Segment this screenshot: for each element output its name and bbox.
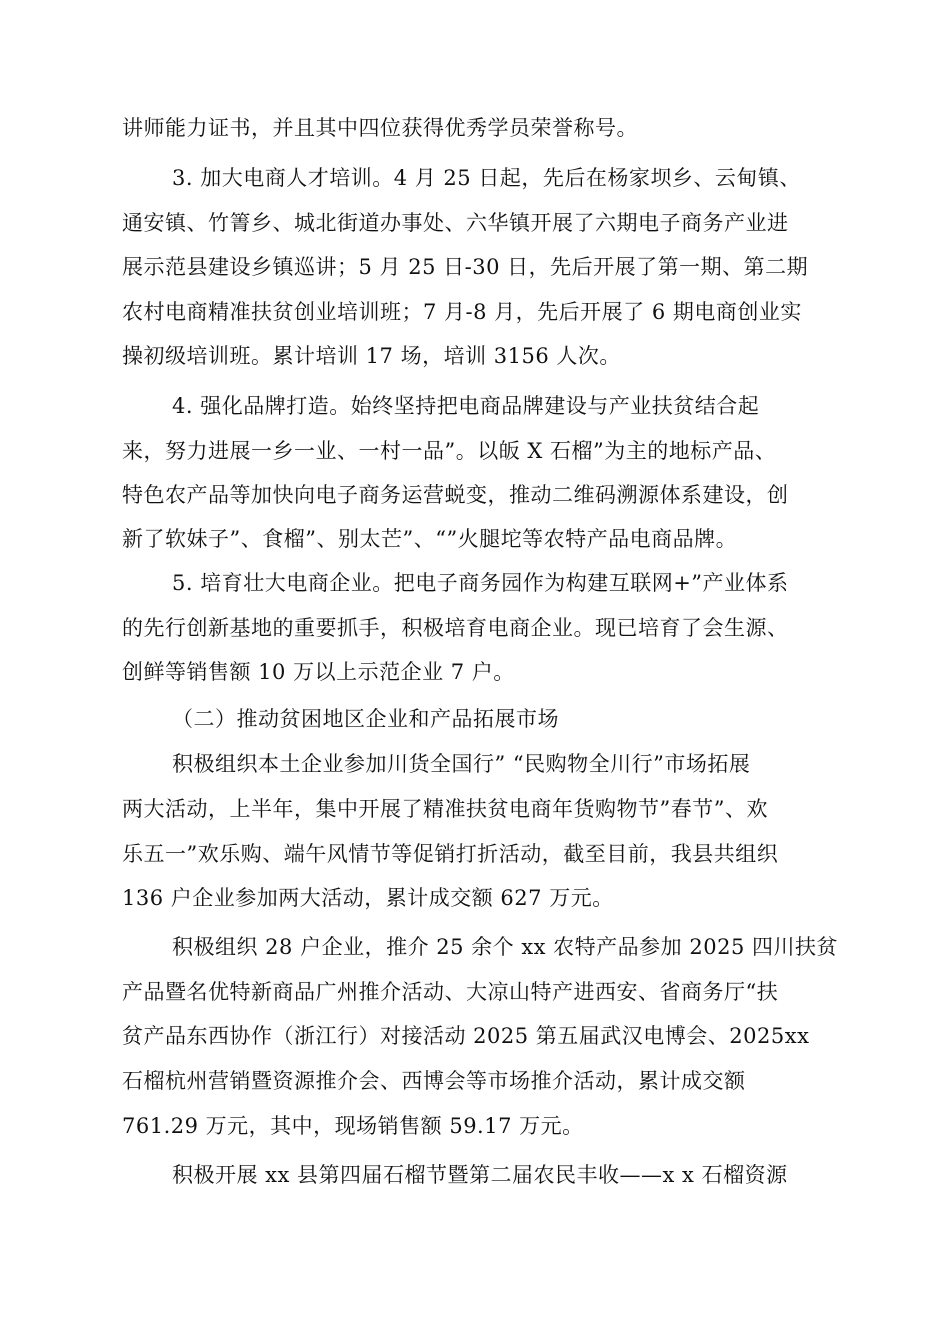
paragraph-line: 的先行创新基地的重要抓手，积极培育电商企业。现已培育了会生源、 [122,616,789,640]
paragraph-line: 4. 强化品牌打造。始终坚持把电商品牌建设与产业扶贫结合起 [172,394,760,418]
paragraph-line: 通安镇、竹箐乡、城北街道办事处、六华镇开展了六期电子商务产业进 [122,211,789,235]
paragraph-line: 石榴杭州营销暨资源推介会、西博会等市场推介活动，累计成交额 [122,1069,746,1093]
paragraph-line: 积极组织本土企业参加川货全国行” “民购物全川行”市场拓展 [172,752,751,776]
paragraph-line: 积极组织 28 户企业，推介 25 余个 xx 农特产品参加 2025 四川扶贫 [172,935,838,959]
paragraph-line: 5. 培育壮大电商企业。把电子商务园作为构建互联网+”产业体系 [172,571,789,595]
paragraph-line: 讲师能力证书，并且其中四位获得优秀学员荣誉称号。 [122,116,638,140]
paragraph-line: 农村电商精准扶贫创业培训班；7 月-8 月，先后开展了 6 期电商创业实 [122,300,802,324]
paragraph-line: 761.29 万元，其中，现场销售额 59.17 万元。 [122,1114,584,1138]
paragraph-line: 3. 加大电商人才培训。4 月 25 日起，先后在杨家坝乡、云甸镇、 [172,166,801,190]
paragraph-line: 贫产品东西协作（浙江行）对接活动 2025 第五届武汉电博会、2025xx [122,1024,810,1048]
paragraph-line: 操初级培训班。累计培训 17 场，培训 3156 人次。 [122,344,621,368]
paragraph-line: 136 户企业参加两大活动，累计成交额 627 万元。 [122,886,614,910]
paragraph-line: 新了软妹子”、食榴”、别太芒”、“”火腿坨等农特产品电商品牌。 [122,527,738,551]
paragraph-line: 乐五一”欢乐购、端午风情节等促销打折活动，截至目前，我县共组织 [122,842,779,866]
paragraph-line: 产品暨名优特新商品广州推介活动、大凉山特产进西安、省商务厅“扶 [122,980,779,1004]
paragraph-line: 展示范县建设乡镇巡讲；5 月 25 日-30 日，先后开展了第一期、第二期 [122,255,809,279]
paragraph-line: 特色农产品等加快向电子商务运营蜕变，推动二维码溯源体系建设，创 [122,483,789,507]
paragraph-line: 创鲜等销售额 10 万以上示范企业 7 户。 [122,660,515,684]
section-heading: （二）推动贫困地区企业和产品拓展市场 [172,707,559,731]
paragraph-line: 两大活动，上半年，集中开展了精准扶贫电商年货购物节”春节”、欢 [122,797,768,821]
paragraph-line: 来，努力进展一乡一业、一村一品”。以皈 X 石榴”为主的地标产品、 [122,439,777,463]
paragraph-line: 积极开展 xx 县第四届石榴节暨第二届农民丰收——x x 石榴资源 [172,1163,788,1187]
